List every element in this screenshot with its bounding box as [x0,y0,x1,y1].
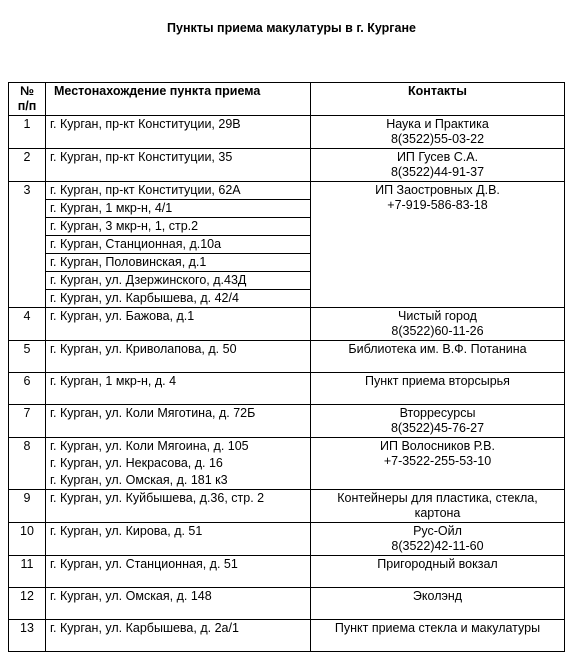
contacts-cell [311,116,565,149]
address-line: г. Курган, ул. Омская, д. 148 [50,589,212,603]
contact-line: Эколэнд [412,589,463,603]
contact-line: 8(3522)42-11-60 [391,539,484,553]
document-title: Пункты приема макулатуры в г. Кургане [167,21,416,35]
contacts-cell [311,523,565,556]
address-line: г. Курган, ул. Бажова, д.1 [50,309,195,323]
table-row [9,405,565,438]
row-number: 8 [9,438,46,490]
contact-line: 8(3522)44-91-37 [390,165,485,179]
row-number: 6 [9,373,46,405]
address-line: г. Курган, ул. Криволапова, д. 50 [50,342,237,356]
row-number: 5 [9,341,46,373]
contact-line: 8(3522)60-11-26 [391,324,484,338]
contact-line: +7-3522-255-53-10 [383,454,492,468]
row-number: 9 [9,490,46,523]
address-line: г. Курган, ул. Кирова, д. 51 [50,524,203,538]
contacts-cell [311,556,565,588]
contacts-cell [311,149,565,182]
address-cell [46,149,311,182]
address-cell [46,308,311,341]
contacts-cell [311,438,565,490]
contact-line: картона [414,506,461,520]
table-row [9,523,565,556]
header-contacts: Контакты [311,83,565,116]
contact-line: Вторресурсы [399,406,476,420]
contacts-cell [311,405,565,438]
address-line: г. Курган, пр-кт Конституции, 62А [50,183,241,197]
header-location: Местонахождение пункта приема [46,83,311,116]
address-line: г. Курган, 3 мкр-н, 1, стр.2 [46,217,310,235]
header-num-line1: № [20,84,34,98]
address-cell [46,341,311,373]
address-line: г. Курган, ул. Коли Мяготина, д. 72Б [50,406,256,420]
contacts-cell [311,490,565,523]
contacts-cell [311,373,565,405]
table-row [9,149,565,182]
address-line: г. Курган, ул. Станционная, д. 51 [50,557,238,571]
address-line: г. Курган, пр-кт Конституции, 29В [50,117,241,131]
address-line: г. Курган, 1 мкр-н, 4/1 [46,199,310,217]
contact-line: ИП Гусев С.А. [396,150,479,164]
table-row [9,588,565,620]
address-cell [46,588,311,620]
address-line: г. Курган, ул. Карбышева, д. 2а/1 [50,621,239,635]
address-line: г. Курган, Станционная, д.10а [46,235,310,253]
contact-line: Библиотека им. В.Ф. Потанина [348,342,527,356]
address-cell [46,438,311,490]
contact-line: ИП Волосников Р.В. [380,439,495,453]
contact-line: ИП Заостровных Д.В. [375,183,500,197]
row-number: 1 [9,116,46,149]
contact-line: Пригородный вокзал [377,557,498,571]
table-row [9,116,565,149]
collection-points-table [8,82,565,652]
row-number: 13 [9,620,46,652]
table-body [9,116,565,652]
contact-line: 8(3522)45-76-27 [390,421,485,435]
address-cell [46,523,311,556]
row-number: 3 [9,182,46,308]
table-row [9,438,565,490]
table-row [9,490,565,523]
contacts-cell [311,341,565,373]
row-number: 11 [9,556,46,588]
contact-line: Контейнеры для пластика, стекла, [337,491,538,505]
table-row [9,182,565,308]
address-cell [46,556,311,588]
contacts-cell [311,588,565,620]
table-header-row [9,83,565,116]
row-number: 2 [9,149,46,182]
address-line: г. Курган, ул. Карбышева, д. 42/4 [46,289,310,307]
address-cell [46,490,311,523]
address-cell [46,116,311,149]
contact-line: Чистый город [398,309,477,323]
header-num [9,83,46,116]
table-row [9,373,565,405]
table-row [9,556,565,588]
row-number: 7 [9,405,46,438]
contact-line: Пункт приема вторсырья [365,374,510,388]
address-line: г. Курган, пр-кт Конституции, 35 [50,150,233,164]
contacts-cell [311,308,565,341]
contact-line: 8(3522)55-03-22 [390,132,485,146]
row-number: 10 [9,523,46,556]
table-row [9,341,565,373]
address-cell [46,182,311,308]
contact-line: Наука и Практика [386,117,489,131]
table-row [9,308,565,341]
address-line: г. Курган, ул. Куйбышева, д.36, стр. 2 [50,491,265,505]
address-line: г. Курган, ул. Некрасова, д. 16 [50,456,223,470]
contact-line: +7-919-586-83-18 [387,198,488,212]
address-cell [46,373,311,405]
row-number: 4 [9,308,46,341]
row-number: 12 [9,588,46,620]
address-line: г. Курган, 1 мкр-н, д. 4 [50,374,177,388]
address-line: г. Курган, Половинская, д.1 [46,253,310,271]
contacts-cell [311,182,565,308]
header-num-line2: п/п [17,99,37,113]
contact-line: Пункт приема стекла и макулатуры [334,621,541,635]
address-line: г. Курган, ул. Коли Мягоина, д. 105 [50,439,249,453]
address-cell [46,405,311,438]
address-line: г. Курган, ул. Дзержинского, д.43Д [46,271,310,289]
contact-line: Рус-Ойл [413,524,462,538]
address-line: г. Курган, ул. Омская, д. 181 к3 [50,473,228,487]
